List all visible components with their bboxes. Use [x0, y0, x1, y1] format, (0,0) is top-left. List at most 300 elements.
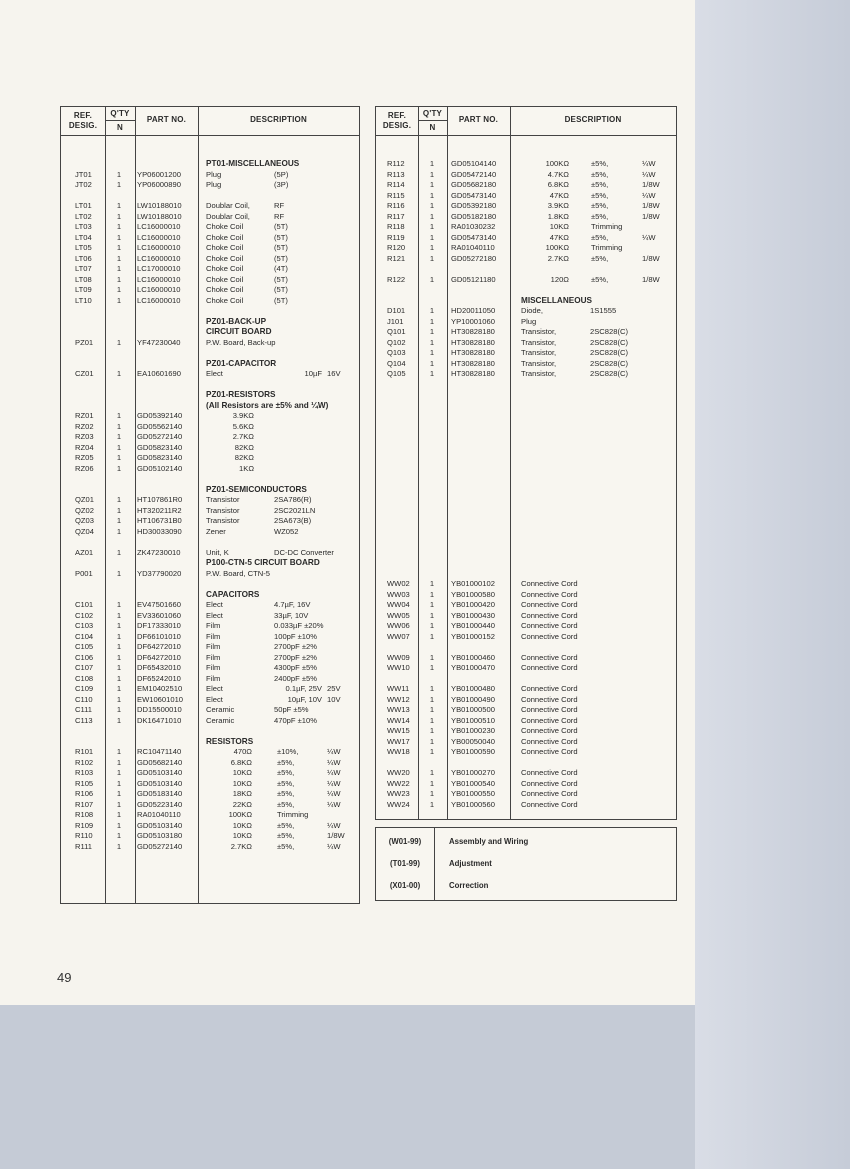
ref-desig: LT09 — [75, 285, 92, 294]
description: Choke Coil — [206, 295, 244, 305]
resistor-value: 22KΩ — [232, 799, 252, 809]
part-number: YP06001200 — [137, 169, 181, 179]
description: Connective Cord — [521, 726, 578, 735]
part-row — [61, 201, 359, 212]
header-qty-n: N — [429, 123, 436, 132]
part-row — [61, 212, 359, 223]
part-row — [61, 548, 359, 559]
ref-desig: RZ06 — [75, 463, 94, 473]
resistor-value: 6.8KΩ — [230, 757, 252, 767]
part-row — [61, 453, 359, 464]
value: (5T) — [274, 243, 288, 252]
ref-desig: WW11 — [387, 684, 410, 693]
description: Connective Cord — [521, 610, 578, 620]
part-row — [61, 611, 359, 622]
description: Transistor, — [521, 327, 557, 336]
resistor-value: 10KΩ — [232, 831, 252, 840]
value: 2SC828(C) — [590, 358, 628, 368]
background-strip — [695, 0, 850, 1169]
ref-desig: WW09 — [387, 652, 410, 662]
quantity: 1 — [116, 820, 122, 830]
quantity: 1 — [116, 831, 122, 840]
part-row — [61, 432, 359, 443]
tolerance: ±5%, — [277, 841, 295, 851]
ref-desig: R101 — [75, 747, 94, 756]
ref-desig: RZ03 — [75, 432, 94, 441]
part-number: GD05223140 — [137, 799, 183, 809]
description: Doublar Coil, — [206, 201, 250, 210]
quantity: 1 — [429, 652, 435, 662]
description: Connective Cord — [521, 694, 578, 704]
ref-desig: R108 — [75, 810, 94, 819]
header-qty: Q'TY — [422, 109, 443, 118]
part-row — [376, 359, 676, 370]
section-heading — [61, 485, 359, 496]
resistor-value: 10KΩ — [232, 820, 252, 830]
part-number: YB01000270 — [451, 768, 495, 777]
quantity: 1 — [116, 463, 122, 473]
part-row — [61, 800, 359, 811]
description: Plug — [206, 180, 222, 189]
ref-desig: Q102 — [387, 337, 406, 347]
quantity: 1 — [116, 232, 122, 242]
part-number: DF64272010 — [137, 642, 181, 651]
ref-desig: WW23 — [387, 789, 410, 798]
description: Elect — [206, 694, 223, 704]
part-number: DD15500010 — [137, 705, 182, 714]
quantity: 1 — [429, 243, 435, 252]
quantity: 1 — [116, 295, 122, 305]
part-row — [376, 800, 676, 811]
part-number: YB01000152 — [451, 631, 495, 641]
part-number: YB01000500 — [451, 705, 495, 714]
ref-desig: JT01 — [75, 169, 92, 179]
ref-desig: Q103 — [387, 348, 406, 357]
tolerance: ±5%, — [277, 757, 295, 767]
section-title: PZ01-BACK-UP — [206, 316, 267, 326]
description: Film — [206, 631, 221, 641]
part-row — [376, 653, 676, 664]
value: (5P) — [274, 169, 289, 179]
part-row — [61, 180, 359, 191]
value: 0.033µF ±20% — [274, 621, 324, 630]
ref-desig: R111 — [75, 841, 93, 851]
ref-desig: WW24 — [387, 799, 410, 809]
part-row — [376, 789, 676, 800]
part-number: GD05473140 — [451, 190, 497, 200]
description: Transistor — [206, 495, 240, 504]
part-number: HT106731B0 — [137, 516, 182, 525]
part-row — [376, 159, 676, 170]
value: 50pF ±5% — [274, 705, 309, 714]
part-row — [376, 695, 676, 706]
part-row — [376, 243, 676, 254]
part-number: GD05472140 — [451, 169, 497, 179]
quantity: 1 — [116, 768, 122, 777]
description: Diode, — [521, 306, 543, 315]
part-number: YB01000560 — [451, 799, 495, 809]
quantity: 1 — [116, 684, 122, 693]
resistor-value: 18KΩ — [232, 789, 252, 798]
description: Plug — [206, 169, 222, 179]
section-heading — [61, 590, 359, 601]
part-number: YB01000550 — [451, 789, 495, 798]
parts-table-right — [375, 106, 677, 820]
part-number: GD05104140 — [451, 159, 497, 168]
part-row — [376, 254, 676, 265]
ref-desig: R113 — [387, 169, 405, 179]
description: Choke Coil — [206, 222, 244, 231]
part-number: GD05102140 — [137, 463, 183, 473]
header-description: DESCRIPTION — [250, 115, 307, 124]
description: Connective Cord — [521, 715, 578, 725]
ref-desig: WW03 — [387, 589, 410, 599]
section-title: (All Resistors are ±5% and ¼W) — [206, 400, 329, 410]
quantity: 1 — [429, 274, 435, 284]
tolerance: ±5%, — [591, 211, 609, 221]
header-ref-desig: REF. DESIG. — [68, 111, 98, 130]
header-qty-n: N — [117, 123, 123, 132]
quantity: 1 — [116, 705, 122, 714]
ref-desig: CZ01 — [75, 369, 94, 378]
ref-desig: C106 — [75, 652, 94, 662]
part-row — [61, 233, 359, 244]
part-number: YB01000580 — [451, 589, 495, 599]
part-number: EV47501660 — [137, 600, 181, 609]
ref-desig: WW17 — [387, 736, 410, 746]
ref-desig: C101 — [75, 600, 94, 609]
tolerance: ±5%, — [277, 768, 295, 777]
part-row — [376, 621, 676, 632]
ref-desig: P001 — [75, 568, 93, 578]
wattage: 1/8W — [642, 274, 660, 284]
section-title: PZ01-SEMICONDUCTORS — [206, 484, 307, 494]
quantity: 1 — [429, 201, 435, 210]
value: 2SC828(C) — [590, 348, 628, 357]
ref-desig: C104 — [75, 631, 94, 641]
resistor-value: 10KΩ — [232, 768, 252, 777]
tolerance: ±5%, — [591, 274, 609, 284]
quantity: 1 — [116, 621, 122, 630]
part-number: YD37790020 — [137, 568, 182, 578]
ref-desig: RZ02 — [75, 421, 94, 431]
rating: 16V — [327, 369, 341, 378]
resistor-value: 10KΩ — [549, 222, 569, 231]
part-row — [61, 653, 359, 664]
value: 2SC828(C) — [590, 327, 628, 336]
resistor-value: 2.7KΩ — [230, 841, 252, 851]
part-number: YB01000430 — [451, 610, 495, 620]
ref-desig: R112 — [387, 159, 405, 168]
quantity: 1 — [429, 253, 435, 263]
part-row — [376, 317, 676, 328]
part-row — [61, 264, 359, 275]
description: Connective Cord — [521, 768, 578, 777]
ref-desig: R117 — [387, 211, 405, 221]
section-title: RESISTORS — [206, 736, 254, 746]
ref-desig: QZ02 — [75, 505, 94, 515]
part-row — [376, 338, 676, 349]
section-title: PZ01-CAPACITOR — [206, 358, 277, 368]
legend-code: (T01-99) — [390, 859, 420, 868]
part-row — [376, 201, 676, 212]
value: 2SC828(C) — [590, 337, 628, 347]
quantity: 1 — [116, 169, 122, 179]
ref-desig: C103 — [75, 621, 94, 630]
part-number: YB00050040 — [451, 736, 495, 746]
quantity: 1 — [116, 526, 122, 536]
section-heading — [376, 296, 676, 307]
ref-desig: R116 — [387, 201, 405, 210]
quantity: 1 — [429, 789, 435, 798]
header-part-no: PART NO. — [146, 115, 187, 124]
section-heading — [61, 317, 359, 328]
part-number: DK16471010 — [137, 715, 182, 725]
description: Connective Cord — [521, 736, 578, 746]
part-row — [376, 327, 676, 338]
description: Choke Coil — [206, 285, 244, 294]
quantity: 1 — [116, 715, 122, 725]
ref-desig: R115 — [387, 190, 405, 200]
part-number: DF17333010 — [137, 621, 181, 630]
quantity: 1 — [429, 600, 435, 609]
part-row — [376, 348, 676, 359]
part-number: HT30828180 — [451, 348, 495, 357]
part-number: YB01000480 — [451, 684, 495, 693]
part-row — [61, 516, 359, 527]
ref-desig: WW04 — [387, 600, 410, 609]
description: P.W. Board, Back-up — [206, 337, 276, 347]
ref-desig: LT05 — [75, 243, 92, 252]
value: 470pF ±10% — [274, 715, 318, 725]
tolerance: ±5%, — [591, 232, 609, 242]
description: Zener — [206, 526, 226, 536]
value: 2700pF ±2% — [274, 642, 318, 651]
description: Connective Cord — [521, 778, 578, 788]
part-row — [376, 737, 676, 748]
header-qty: Q'TY — [110, 109, 130, 118]
description: Unit, K — [206, 547, 229, 557]
value: 10µF — [304, 369, 322, 378]
ref-desig: WW07 — [387, 631, 410, 641]
wattage: ¼W — [327, 768, 341, 777]
resistor-value: 47KΩ — [549, 190, 569, 200]
tolerance: ±5%, — [277, 789, 295, 798]
part-row — [61, 642, 359, 653]
section-title: PZ01-RESISTORS — [206, 390, 276, 399]
quantity: 1 — [429, 694, 435, 704]
ref-desig: R114 — [387, 180, 405, 189]
part-row — [61, 495, 359, 506]
description: Film — [206, 652, 221, 662]
value: RF — [274, 201, 285, 210]
ref-desig: WW12 — [387, 694, 410, 704]
ref-desig: R103 — [75, 768, 94, 777]
part-number: RA01030232 — [451, 222, 496, 231]
tolerance: ±5%, — [591, 159, 609, 168]
part-number: GD05823140 — [137, 442, 183, 452]
quantity: 1 — [429, 348, 435, 357]
part-number: EV33601060 — [137, 610, 181, 620]
part-number: GD05562140 — [137, 421, 183, 431]
part-number: LC16000010 — [137, 285, 181, 294]
part-row — [61, 684, 359, 695]
section-title: CAPACITORS — [206, 589, 260, 599]
quantity: 1 — [116, 505, 122, 515]
value: 1KΩ — [239, 463, 254, 473]
resistor-value: 470Ω — [233, 747, 252, 756]
part-number: HT30828180 — [451, 327, 495, 336]
tolerance: ±5%, — [277, 831, 295, 840]
section-heading — [61, 558, 359, 569]
part-number: ZK47230010 — [137, 547, 181, 557]
part-row — [376, 684, 676, 695]
part-number: HD30033090 — [137, 526, 182, 536]
quantity: 1 — [116, 285, 122, 294]
part-row — [61, 695, 359, 706]
quantity: 1 — [116, 222, 122, 231]
quantity: 1 — [116, 642, 122, 651]
ref-desig: R118 — [387, 222, 405, 231]
value: 82KΩ — [234, 442, 254, 452]
ref-desig: QZ03 — [75, 516, 94, 525]
description: Film — [206, 673, 221, 683]
value: 2SC2021LN — [274, 505, 316, 515]
wattage: 1/8W — [327, 831, 345, 840]
part-number: GD05103180 — [137, 831, 183, 840]
part-number: GD05272140 — [137, 841, 183, 851]
value: 2SC828(C) — [590, 369, 628, 378]
ref-desig: WW06 — [387, 621, 410, 630]
part-number: YB01000590 — [451, 747, 495, 756]
value: WZ052 — [274, 526, 299, 536]
quantity: 1 — [429, 306, 435, 315]
quantity: 1 — [429, 684, 435, 693]
quantity: 1 — [429, 631, 435, 641]
part-row — [376, 306, 676, 317]
description: Connective Cord — [521, 705, 578, 714]
resistor-value: 6.8KΩ — [547, 180, 569, 189]
part-number: GD05182180 — [451, 211, 497, 221]
description: Elect — [206, 369, 223, 378]
part-number: GD05823140 — [137, 453, 183, 462]
tolerance: ±5%, — [591, 180, 609, 189]
value: 2SA673(B) — [274, 516, 312, 525]
part-row — [376, 726, 676, 737]
quantity: 1 — [116, 369, 122, 378]
ref-desig: LT02 — [75, 211, 92, 221]
quantity: 1 — [429, 180, 435, 189]
part-row — [61, 663, 359, 674]
resistor-value: 2.7KΩ — [547, 253, 569, 263]
section-heading — [61, 327, 359, 338]
quantity: 1 — [429, 579, 435, 588]
quantity: 1 — [429, 747, 435, 756]
part-row — [61, 254, 359, 265]
part-row — [61, 275, 359, 286]
part-number: YP10001060 — [451, 316, 495, 326]
part-number: YB01000490 — [451, 694, 495, 704]
wattage: ¼W — [327, 820, 341, 830]
header-part-no: PART NO. — [458, 115, 499, 124]
part-number: GD05103140 — [137, 768, 183, 777]
tolerance: ±5%, — [277, 820, 295, 830]
quantity: 1 — [429, 169, 435, 179]
part-row — [376, 222, 676, 233]
part-number: LC16000010 — [137, 222, 181, 231]
quantity: 1 — [116, 568, 122, 578]
part-number: YF47230040 — [137, 337, 181, 347]
part-number: LW10188010 — [137, 201, 182, 210]
header-description: DESCRIPTION — [564, 115, 622, 124]
description: Connective Cord — [521, 799, 578, 809]
quantity: 1 — [429, 705, 435, 714]
revision-legend — [375, 827, 677, 901]
ref-desig: C109 — [75, 684, 94, 693]
ref-desig: LT07 — [75, 264, 92, 273]
value: 4.7µF, 16V — [274, 600, 311, 609]
part-row — [61, 411, 359, 422]
part-number: GD05392140 — [137, 411, 183, 420]
ref-desig: RZ04 — [75, 442, 94, 452]
quantity: 1 — [429, 610, 435, 620]
quantity: 1 — [429, 190, 435, 200]
quantity: 1 — [116, 663, 122, 672]
description: Transistor — [206, 505, 240, 515]
part-row — [376, 611, 676, 622]
value: 5.6KΩ — [232, 421, 254, 431]
ref-desig: C113 — [75, 715, 93, 725]
quantity: 1 — [429, 358, 435, 368]
tolerance: ±5%, — [591, 169, 609, 179]
part-row — [376, 212, 676, 223]
section-heading — [61, 401, 359, 412]
value: (5T) — [274, 285, 288, 294]
value: 3.9KΩ — [232, 411, 254, 420]
part-row — [376, 369, 676, 380]
value: DC-DC Converter — [274, 547, 334, 557]
ref-desig: J101 — [387, 316, 404, 326]
quantity: 1 — [429, 715, 435, 725]
value: 10µF, 10V — [287, 694, 322, 704]
ref-desig: R122 — [387, 274, 406, 284]
part-number: HT320211R2 — [137, 505, 182, 515]
part-row — [61, 621, 359, 632]
wattage: ¼W — [642, 169, 656, 179]
part-row — [61, 464, 359, 475]
tolerance: ±5%, — [277, 799, 295, 809]
quantity: 1 — [429, 621, 435, 630]
legend-row — [376, 853, 676, 874]
part-number: GD05103140 — [137, 820, 183, 830]
part-number: LC16000010 — [137, 232, 181, 242]
description: Connective Cord — [521, 631, 578, 641]
ref-desig: WW05 — [387, 610, 410, 620]
quantity: 1 — [429, 799, 435, 809]
description: Connective Cord — [521, 621, 578, 630]
quantity: 1 — [429, 726, 435, 735]
quantity: 1 — [116, 495, 122, 504]
part-number: YB01000420 — [451, 600, 495, 609]
description: Connective Cord — [521, 684, 578, 693]
legend-code: (W01-99) — [388, 837, 422, 846]
ref-desig: JT02 — [75, 180, 92, 189]
part-row — [376, 579, 676, 590]
wattage: ¼W — [327, 789, 341, 798]
part-number: DF65242010 — [137, 673, 181, 683]
part-row — [61, 747, 359, 758]
rating: 25V — [327, 684, 341, 693]
